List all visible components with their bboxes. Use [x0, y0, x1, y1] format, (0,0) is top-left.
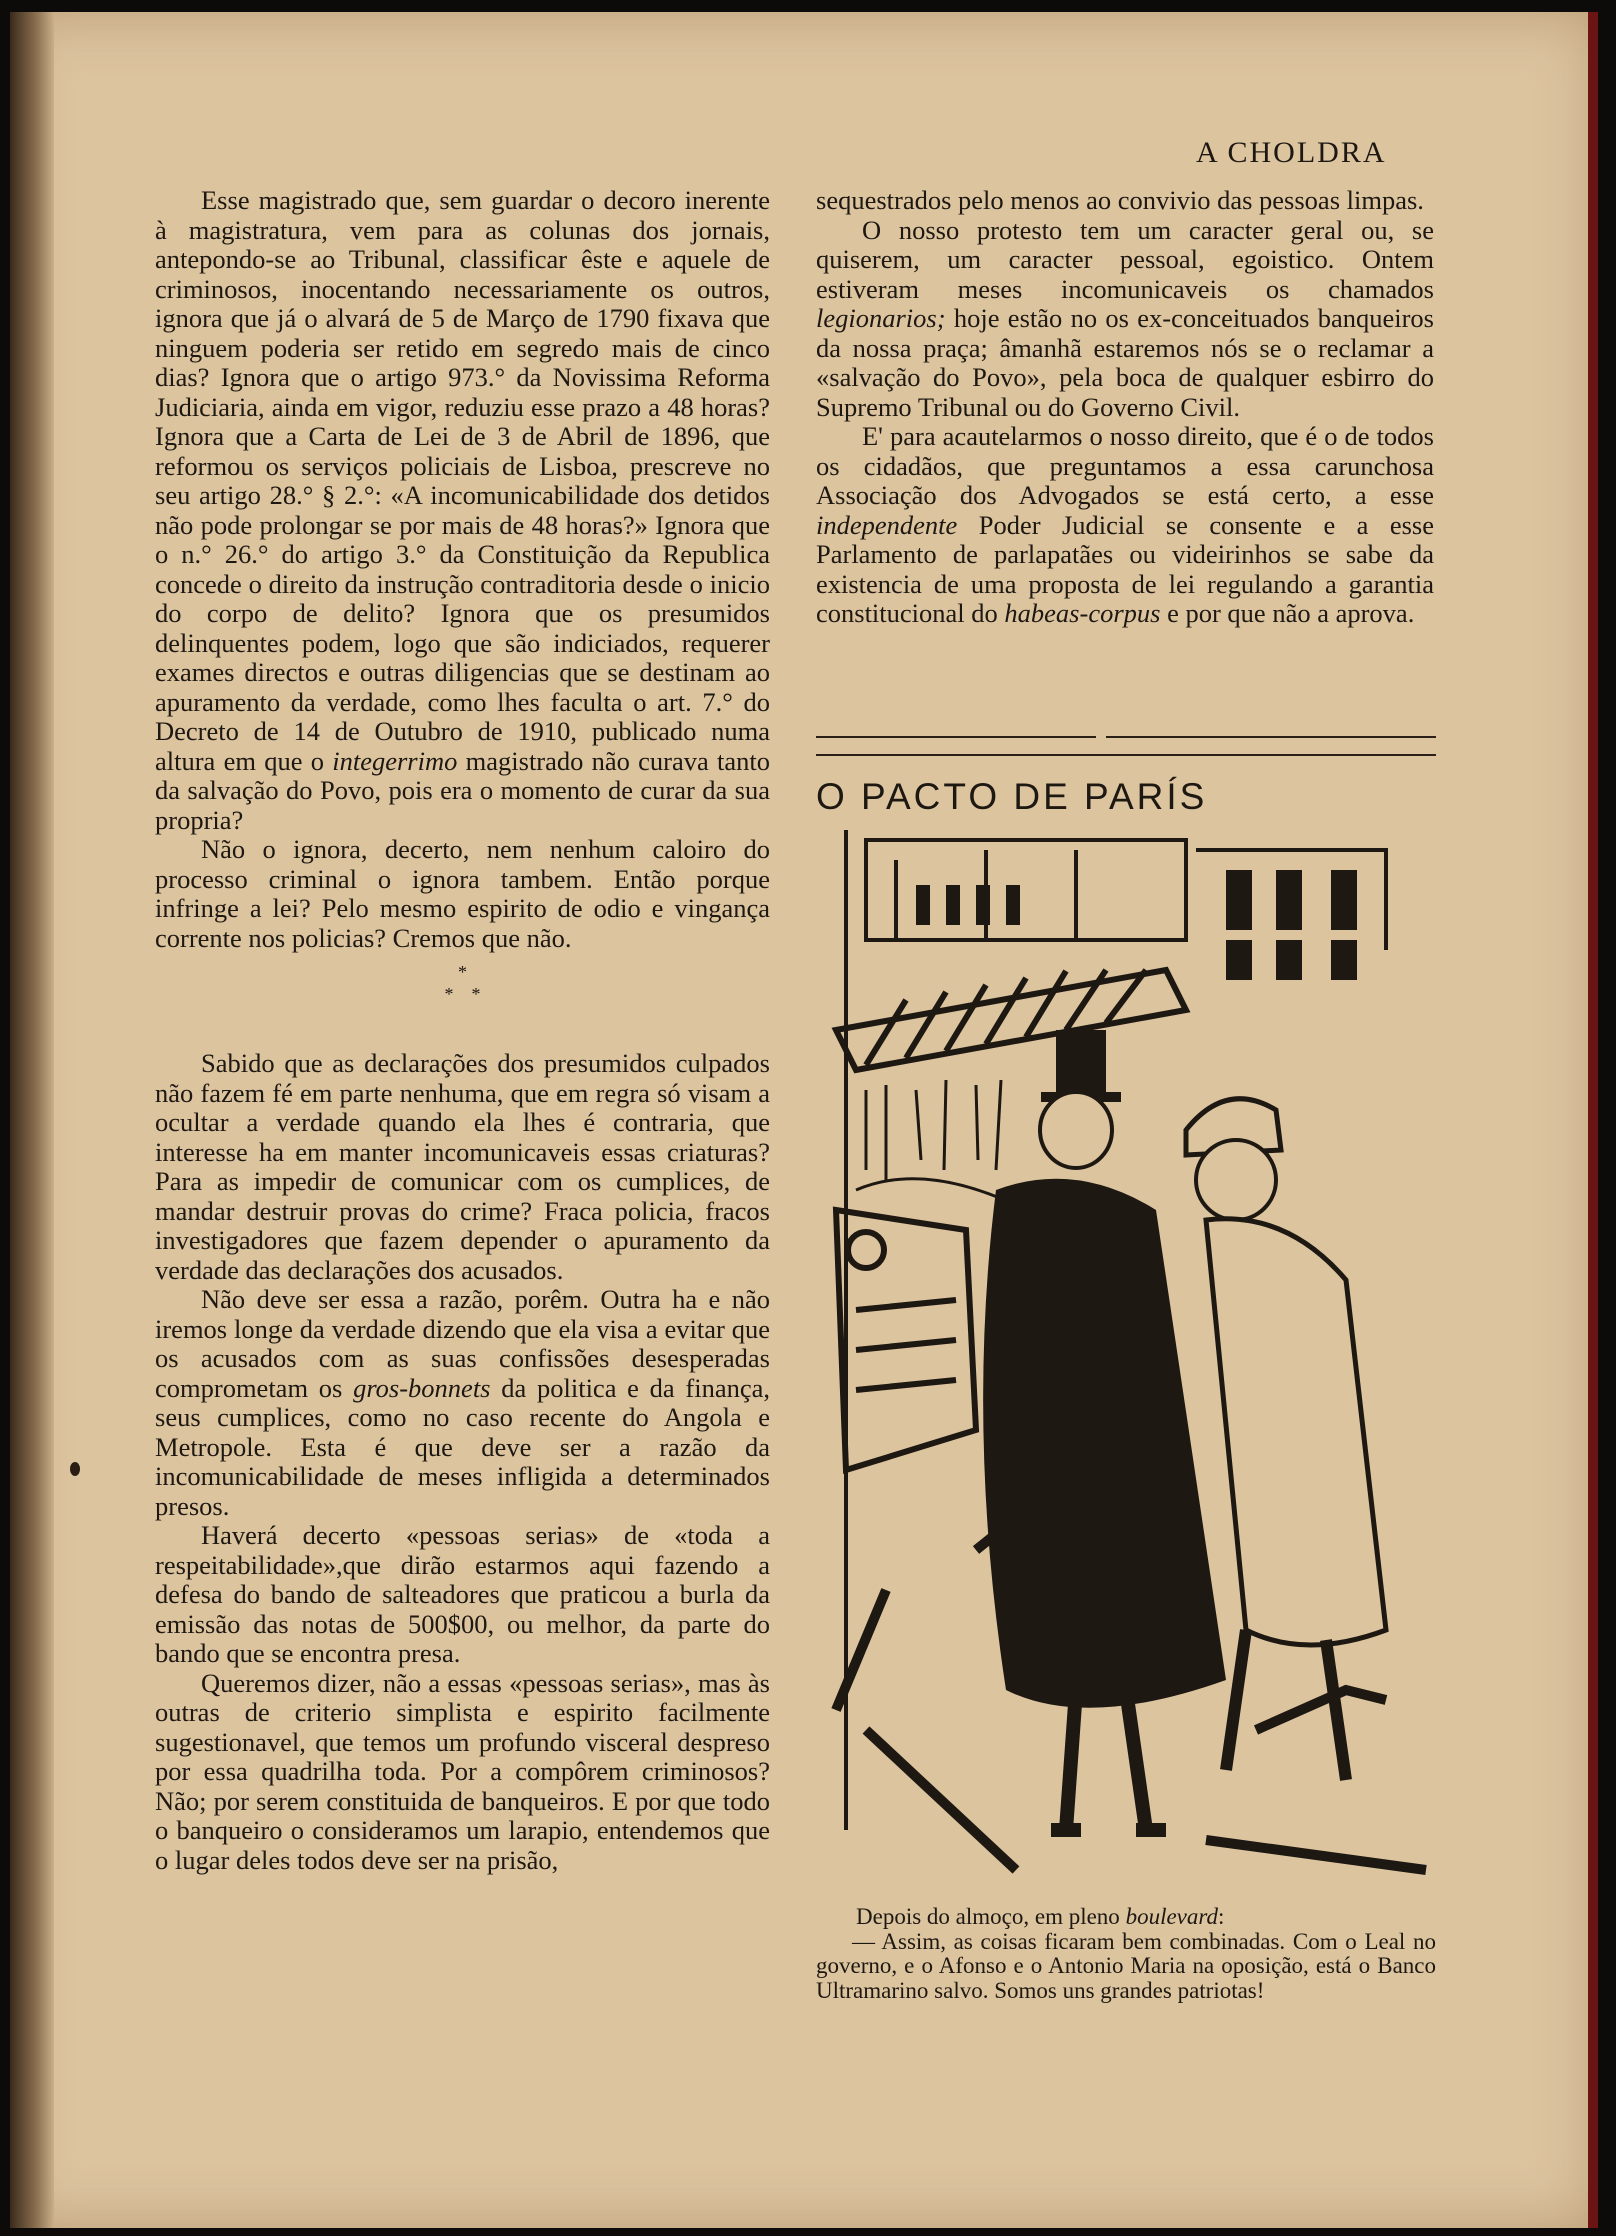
section-divider [816, 736, 1436, 756]
section-title: O PACTO DE PARÍS [816, 776, 1208, 817]
paragraph: O nosso protesto tem um caracter geral ou, se quiserem, um caracter pessoal, egoistico. Ontem estiveram meses incomunicaveis os chamados legionarios; hoje estão no os ex-conceituados banqueiros da nossa praça; âmanhã estaremos nós se o reclamar a «salvação do Povo», pela boca de qualquer esbirro do Supremo Tribunal ou do Governo Civil. [816, 214, 1434, 422]
italic-term: gros-bonnets [353, 1372, 491, 1403]
right-column [816, 186, 1434, 629]
red-cover-edge [1588, 12, 1598, 2228]
italic-term: habeas-corpus [1004, 598, 1161, 628]
italic-term: legionarios; [816, 303, 946, 333]
paragraph: sequestrados pelo menos ao convivio das pessoas limpas. [816, 185, 1424, 215]
divider-line [1106, 736, 1436, 738]
illustration-caption [816, 1905, 1436, 2003]
divider-line [816, 754, 1436, 756]
paragraph: E' para acautelarmos o nosso direito, que é o de todos os cidadãos, que preguntamos a essa carunchosa Associação dos Advogados se está certo, a esse independente Poder Judicial se consente e a esse Parlamento de parlapatães ou videirinhos se sabe da existencia de uma proposta de lei regulando a garantia constitucional do habeas-corpus e por que não a aprova. [816, 421, 1434, 628]
cartoon-illustration [826, 830, 1438, 1886]
page-binding [10, 12, 54, 2228]
paragraph: Esse magistrado que, sem guardar o decoro inerente à magistratura, vem para as colunas dos jornais, antepondo-se ao Tribunal, classificar êste e aquele de criminosos, inocentando necessariamente os outros, ignora que já o alvará de 5 de Março de 1790 fixava que ninguem poderia ser retido em segredo mais de cinco dias? Ignora que o artigo 973.° da Novissima Reforma Judiciaria, ainda em vigor, reduziu esse prazo a 48 horas? Ignora que a Carta de Lei de 3 de Abril de 1896, que reformou os serviços policiais de Lisboa, prescreve no seu artigo 28.° § 2.°: «A incomunicabilidade dos detidos não pode prolongar se por mais de 48 horas?» Ignora que o n.° 26.° do artigo 3.° da Constituição da Republica concede o direito da instrução contraditoria desde o inicio do corpo de delito? Ignora que os presumidos delinquentes podem, logo que são indiciados, requerer exames directos e outras diligencias que se destinam ao apuramento da verdade, como lhes faculta o art. 7.° do Decreto de 14 de Outubro de 1910, publicado numa altura em que o integerrimo magistrado não curava tanto da salvação do Povo, pois era o momento de curar da sua propria? [155, 185, 771, 835]
paragraph: Haverá decerto «pessoas serias» de «toda a respeitabilidade»,que dirão estarmos aqui fazendo a defesa do bando de salteadores que praticou a burla da emissão das notas de 500$00, ou melhor, da parte do bando que se encontra presa. [155, 1520, 770, 1668]
italic-term: integerrimo [332, 745, 458, 776]
top-hat [1056, 1030, 1106, 1100]
left-column [155, 186, 770, 1875]
binding-mark [70, 1462, 80, 1476]
italic-term: independente [816, 509, 958, 540]
paragraph: Sabido que as declarações dos presumidos culpados não fazem fé em parte nenhuma, que em regra só visam a ocultar a verdade quando ela lhes é contraria, que interesse ha em manter incomunicaveis essas criaturas? Para as impedir de comunicar com os cumplices, de mandar destruir provas do crime? Fraca policia, fracos investigadores que fazem depender o apuramento da verdade das declarações dos acusados. [155, 1048, 770, 1285]
paragraph: Não o ignora, decerto, nem nenhum caloiro do processo criminal o ignora tambem. Então porque infringe a lei? Pelo mesmo espirito de odio e vingança corrente nos policias? Cremos que não. [155, 834, 770, 953]
caption-intro: Depois do almoço, em pleno boulevard: [856, 1904, 1225, 1929]
section-break: * * * [444, 962, 481, 1004]
divider-line [816, 736, 1096, 738]
caption-dialogue: — Assim, as coisas ficaram bem combinadas. Com o Leal no governo, e o Afonso e o Antonio Maria na oposição, está o Banco Ultramarino salvo. Somos uns grandes patriotas! [816, 1928, 1436, 2003]
paragraph: Não deve ser essa a razão, porêm. Outra ha e não iremos longe da verdade dizendo que ela visa a evitar que os acusados com as suas confissões desesperadas comprometam os gros-bonnets da politica e da finança, seus cumplices, como no caso recente do Angola e Metropole. Esta é que deve ser a razão da incomunicabilidade de meses infligida a determinados presos. [155, 1284, 771, 1521]
paragraph: Queremos dizer, não a essas «pessoas serias», mas às outras de criterio simplista e espirito facilmente sugestionavel, que temos um profundo visceral despreso por essa quadrilha toda. Por a compôrem criminosos? Não; por serem constituida de banqueiros. E por que todo o banqueiro o consideramos um larapio, entendemos que o lugar deles todos deve ser na prisão, [155, 1667, 770, 1875]
running-header: A CHOLDRA [1196, 136, 1387, 169]
